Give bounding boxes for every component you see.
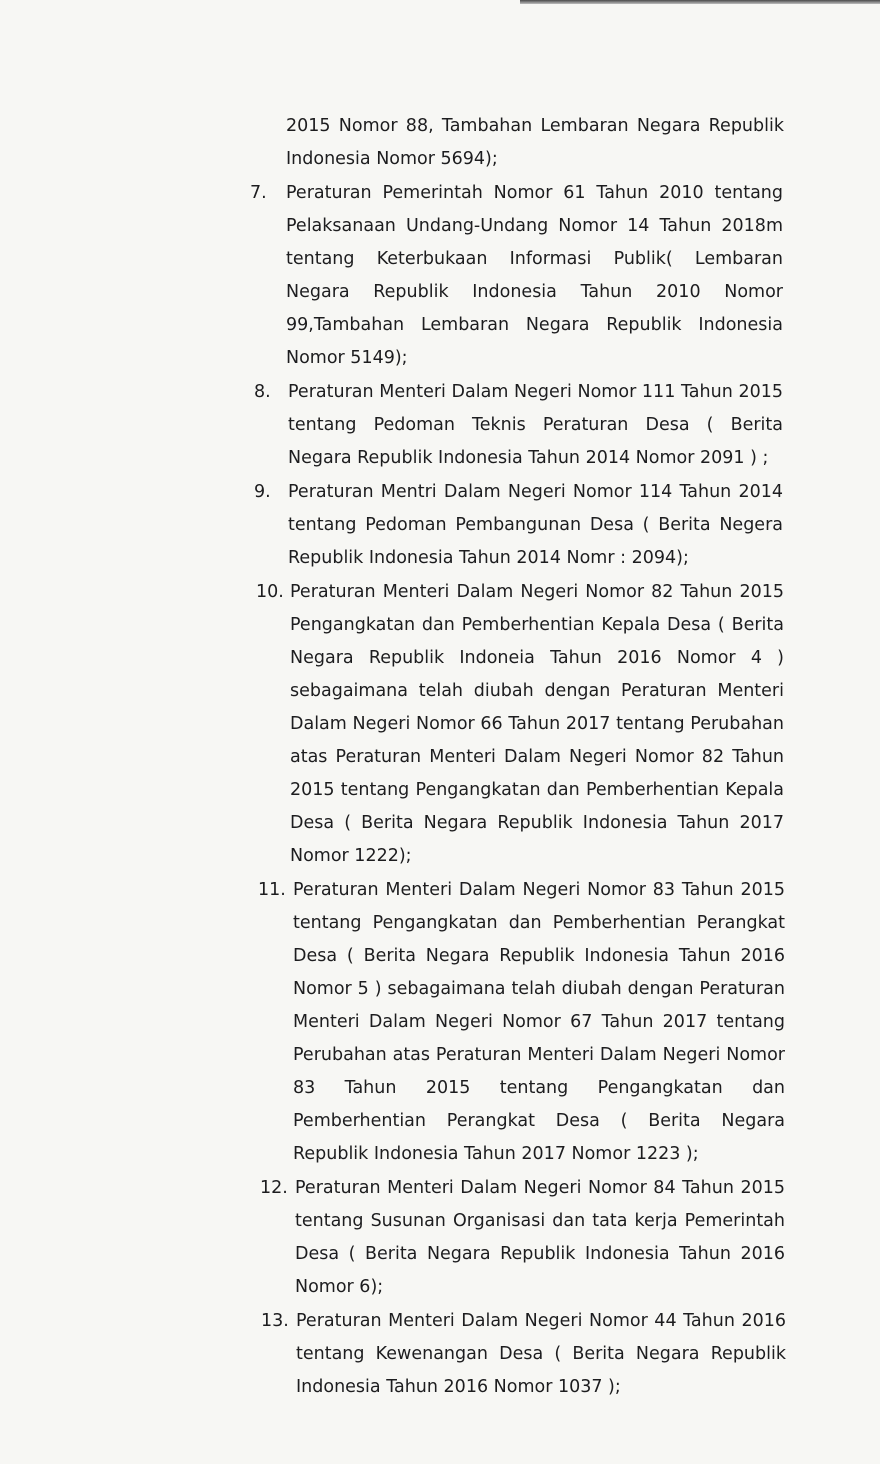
list-item-number: 12. [260,1178,288,1198]
list-item-text: Peraturan Menteri Dalam Negeri Nomor 83 Tahun 2015 tentang Pengangkatan dan Pemberhentian Perangkat Desa ( Berita Negara Republik Indonesia Tahun 2016 Nomor 5 ) sebagaimana telah diubah dengan Peraturan Menteri Dalam Negeri Nomor 67 Tahun 2017 tentang Perubahan atas Peraturan Menteri Dalam Negeri Nomor 83 Tahun 2015 tentang Pengangkatan dan Pemberhentian Perangkat Desa ( Berita Negara Republik Indonesia Tahun 2017 Nomor 1223 ); [293,880,785,1164]
list-item-text: Peraturan Menteri Dalam Negeri Nomor 44 Tahun 2016 tentang Kewenangan Desa ( Berita Negara Republik Indonesia Tahun 2016 Nomor 1037 ); [296,1311,786,1397]
list-item-number: 13. [261,1311,289,1331]
list-item-8 [0,376,880,475]
list-item-number: 7. [250,183,267,203]
list-item-number: 10. [256,582,284,602]
list-item-12 [0,1172,880,1304]
list-item-number: 11. [258,880,286,900]
list-item-text: Peraturan Mentri Dalam Negeri Nomor 114 Tahun 2014 tentang Pedoman Pembangunan Desa ( Berita Negera Republik Indonesia Tahun 2014 Nomr : 2094); [288,482,783,568]
list-item-number: 9. [254,482,271,502]
list-item-10 [0,576,880,873]
list-item-continuation [286,110,784,176]
list-item-7 [0,177,880,375]
list-item-9 [0,476,880,575]
list-item-number: 8. [254,382,271,402]
list-item-13 [0,1305,880,1404]
list-item-text: Peraturan Menteri Dalam Negeri Nomor 84 Tahun 2015 tentang Susunan Organisasi dan tata kerja Pemerintah Desa ( Berita Negara Republik Indonesia Tahun 2016 Nomor 6); [295,1178,785,1297]
list-item-text: Peraturan Menteri Dalam Negeri Nomor 111 Tahun 2015 tentang Pedoman Teknis Peraturan Desa ( Berita Negara Republik Indonesia Tahun 2014 Nomor 2091 ) ; [288,382,783,468]
page-top-edge-shadow [520,0,880,4]
list-item-text: 2015 Nomor 88, Tambahan Lembaran Negara Republik Indonesia Nomor 5694); [286,116,784,169]
list-item-text: Peraturan Menteri Dalam Negeri Nomor 82 Tahun 2015 Pengangkatan dan Pemberhentian Kepala Desa ( Berita Negara Republik Indoneia Tahun 2016 Nomor 4 ) sebagaimana telah diubah dengan Peraturan Menteri Dalam Negeri Nomor 66 Tahun 2017 tentang Perubahan atas Peraturan Menteri Dalam Negeri Nomor 82 Tahun 2015 tentang Pengangkatan dan Pemberhentian Kepala Desa ( Berita Negara Republik Indonesia Tahun 2017 Nomor 1222); [290,582,784,866]
list-item-text: Peraturan Pemerintah Nomor 61 Tahun 2010 tentang Pelaksanaan Undang-Undang Nomor 14 Tahun 2018m tentang Keterbukaan Informasi Publik( Lembaran Negara Republik Indonesia Tahun 2010 Nomor 99,Tambahan Lembaran Negara Republik Indonesia Nomor 5149); [286,183,783,368]
document-page [0,110,880,1404]
list-item-11 [0,874,880,1171]
